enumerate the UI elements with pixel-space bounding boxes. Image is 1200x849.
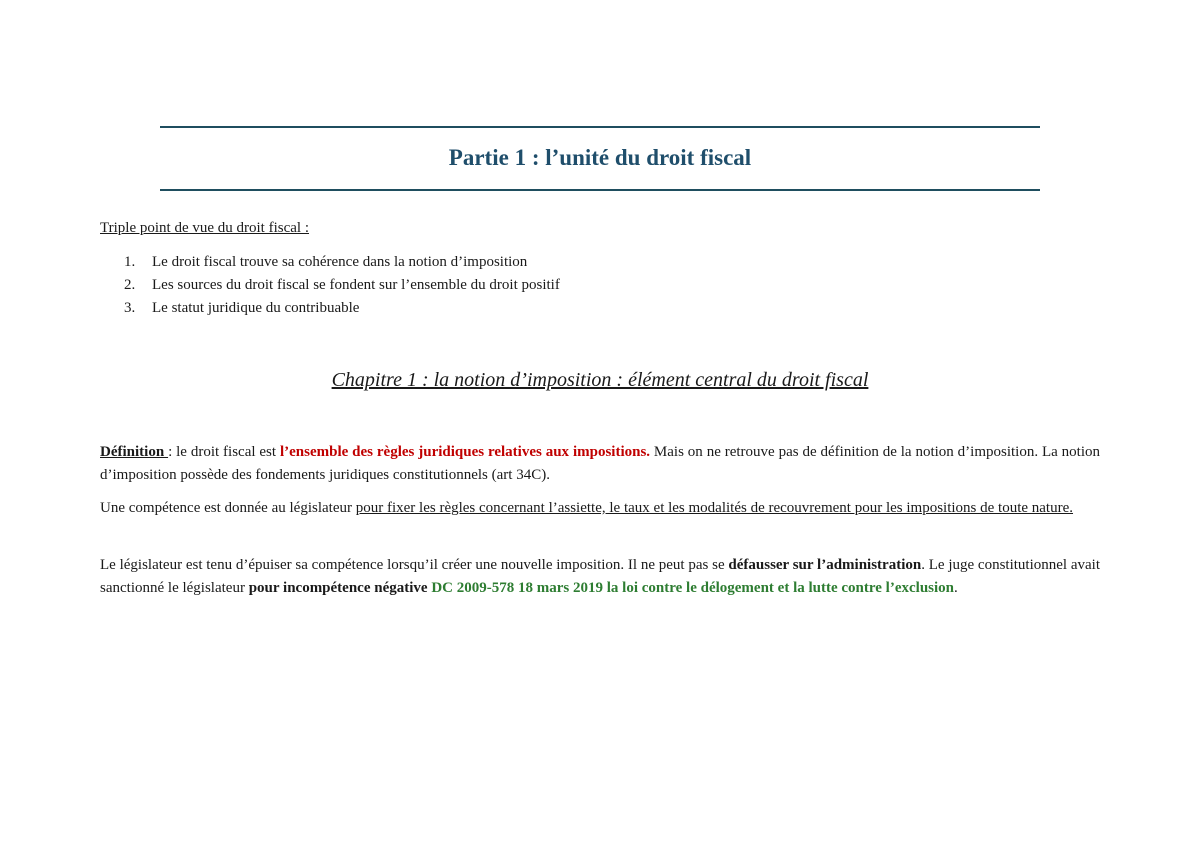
legislator-end: . [954,580,958,596]
decision-reference: DC 2009-578 18 mars 2019 la loi contre le délogement et la lutte contre l’exclusion [431,580,955,596]
title-bottom-rule [160,189,1040,191]
list-text: Les sources du droit fiscal se fondent sur l’ensemble du droit positif [152,277,560,293]
list-text: Le statut juridique du contribuable [152,300,360,316]
legislator-part1: Le législateur est tenu d’épuiser sa compétence lorsqu’il créer une nouvelle imposition. Il ne peut pas se [100,557,729,573]
chapter-title: Chapitre 1 : la notion d’imposition : élément central du droit fiscal [331,369,869,391]
list-item [124,251,560,274]
definition-label: Définition [100,444,169,460]
list-item [124,274,560,297]
legislator-part2: . Le juge constitutionnel avait sanctionné le législateur [100,557,1100,596]
legislator-bold-administration: défausser sur l’administration [728,557,922,573]
legislator-bold-incompetence: pour incompétence négative [248,580,428,596]
list-item [124,297,560,320]
definition-paragraph [100,441,1100,487]
list-number: 2. [124,277,136,293]
definition-separator: : le droit fiscal est [168,444,280,460]
list-number: 3. [124,300,136,316]
competence-lead: Une compétence est donnée au législateur [100,500,356,516]
definition-highlight: l’ensemble des règles juridiques relatives aux impositions. [279,444,651,460]
triple-point-heading: Triple point de vue du droit fiscal : [100,220,310,236]
competence-underlined: pour fixer les règles concernant l’assiette, le taux et les modalités de recouvrement pour les impositions de toute nature. [355,500,1074,516]
title-top-rule [160,126,1040,128]
list-number: 1. [124,254,136,270]
list-text: Le droit fiscal trouve sa cohérence dans la notion d’imposition [152,254,528,270]
part-title: Partie 1 : l’unité du droit fiscal [448,145,752,170]
legislator-paragraph [100,554,1100,600]
definition-rest: Mais on ne retrouve pas de définition de la notion d’imposition. La notion d’imposition possède des fondements juridiques constitutionnels (art 34C). [100,444,1101,483]
points-list [124,251,560,320]
competence-paragraph [100,497,1100,520]
